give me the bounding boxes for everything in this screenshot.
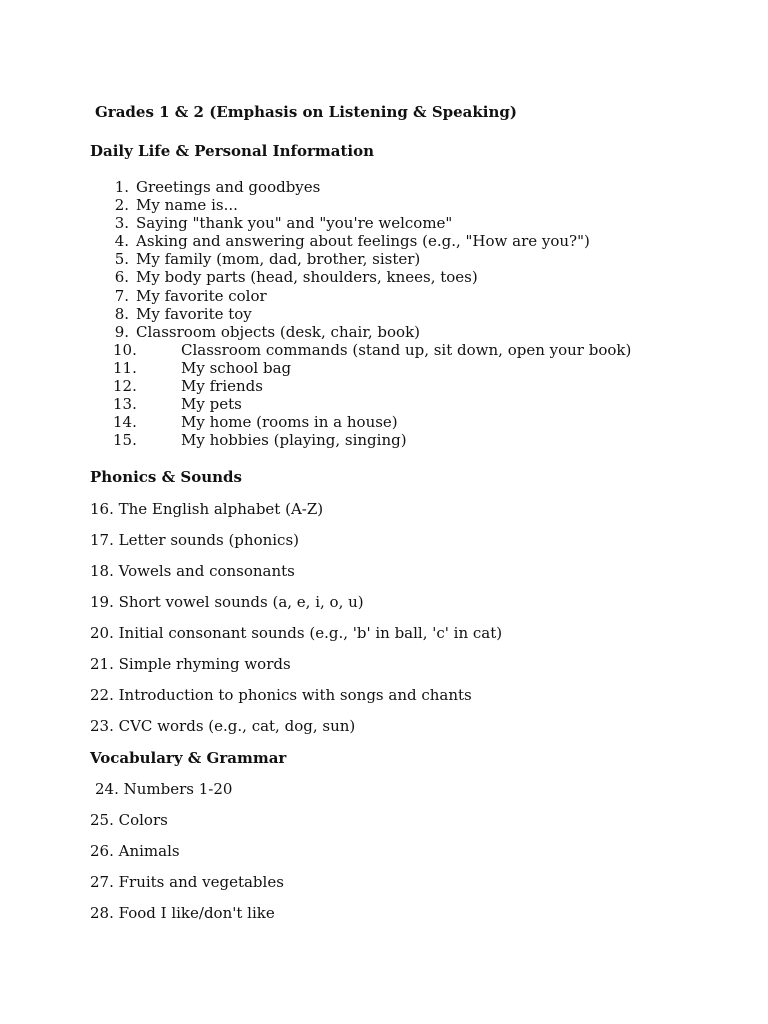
list-item-text: My pets xyxy=(181,395,242,414)
list-item: 27. Fruits and vegetables xyxy=(90,873,284,891)
list-item: 28. Food I like/don't like xyxy=(90,904,275,922)
list-item xyxy=(0,250,768,268)
list-item-number: 1. xyxy=(114,178,129,196)
list-item-number: 7. xyxy=(114,286,129,305)
section-heading-phonics: Phonics & Sounds xyxy=(90,468,242,486)
list-item xyxy=(0,395,768,413)
list-item-text: My favorite color xyxy=(136,286,267,305)
list-item-text: My family (mom, dad, brother, sister) xyxy=(136,250,421,269)
list-item-text: My name is... xyxy=(136,196,238,215)
section-heading-vocabulary: Vocabulary & Grammar xyxy=(90,749,287,767)
list-item xyxy=(0,196,768,214)
list-item: 26. Animals xyxy=(90,842,180,860)
list-item-number: 10. xyxy=(113,340,137,359)
list-item: 18. Vowels and consonants xyxy=(90,562,295,580)
page-title: Grades 1 & 2 (Emphasis on Listening & Speaking) xyxy=(95,103,517,121)
list-item xyxy=(0,214,768,232)
list-item xyxy=(0,178,768,196)
list-item: 25. Colors xyxy=(90,811,168,829)
list-item xyxy=(0,431,768,449)
list-item-number: 4. xyxy=(114,232,129,251)
list-item-number: 11. xyxy=(113,358,137,377)
list-item-number: 9. xyxy=(114,322,129,341)
list-item-text: Classroom objects (desk, chair, book) xyxy=(136,322,421,341)
list-item-text: My school bag xyxy=(181,358,292,377)
list-item xyxy=(0,232,768,250)
list-item xyxy=(0,287,768,305)
list-item: 16. The English alphabet (A-Z) xyxy=(90,500,324,518)
list-item-text: My hobbies (playing, singing) xyxy=(181,431,407,450)
list-item-number: 6. xyxy=(114,268,129,287)
list-item: 21. Simple rhyming words xyxy=(90,655,291,673)
list-item-text: Saying "thank you" and "you're welcome" xyxy=(136,214,453,233)
list-item-text: My body parts (head, shoulders, knees, toes) xyxy=(136,268,478,287)
list-item-number: 3. xyxy=(114,214,129,233)
list-item-text: Greetings and goodbyes xyxy=(136,178,321,196)
list-item xyxy=(0,377,768,395)
list-item: 23. CVC words (e.g., cat, dog, sun) xyxy=(90,717,356,735)
list-item xyxy=(0,413,768,431)
list-item-text: My home (rooms in a house) xyxy=(181,413,398,432)
list-item-number: 5. xyxy=(114,250,129,269)
list-item-number: 8. xyxy=(114,304,129,323)
list-item: 17. Letter sounds (phonics) xyxy=(90,531,300,549)
list-item-number: 12. xyxy=(113,377,137,396)
list-item xyxy=(0,359,768,377)
list-item-text: My favorite toy xyxy=(136,304,252,323)
list-item xyxy=(0,323,768,341)
list-item-number: 2. xyxy=(114,196,129,215)
daily-life-list xyxy=(0,178,768,449)
list-item xyxy=(0,341,768,359)
section-heading-daily-life: Daily Life & Personal Information xyxy=(90,142,375,160)
list-item: 24. Numbers 1-20 xyxy=(95,780,233,798)
list-item-number: 14. xyxy=(113,413,137,432)
list-item xyxy=(0,268,768,286)
list-item: 20. Initial consonant sounds (e.g., 'b' in ball, 'c' in cat) xyxy=(90,624,503,642)
list-item-number: 13. xyxy=(113,395,137,414)
list-item: 22. Introduction to phonics with songs and chants xyxy=(90,686,472,704)
list-item-text: Asking and answering about feelings (e.g., "How are you?") xyxy=(136,232,590,251)
list-item-number: 15. xyxy=(113,431,137,450)
list-item-text: Classroom commands (stand up, sit down, open your book) xyxy=(181,340,632,359)
list-item-text: My friends xyxy=(181,377,263,396)
list-item: 19. Short vowel sounds (a, e, i, o, u) xyxy=(90,593,364,611)
list-item xyxy=(0,305,768,323)
